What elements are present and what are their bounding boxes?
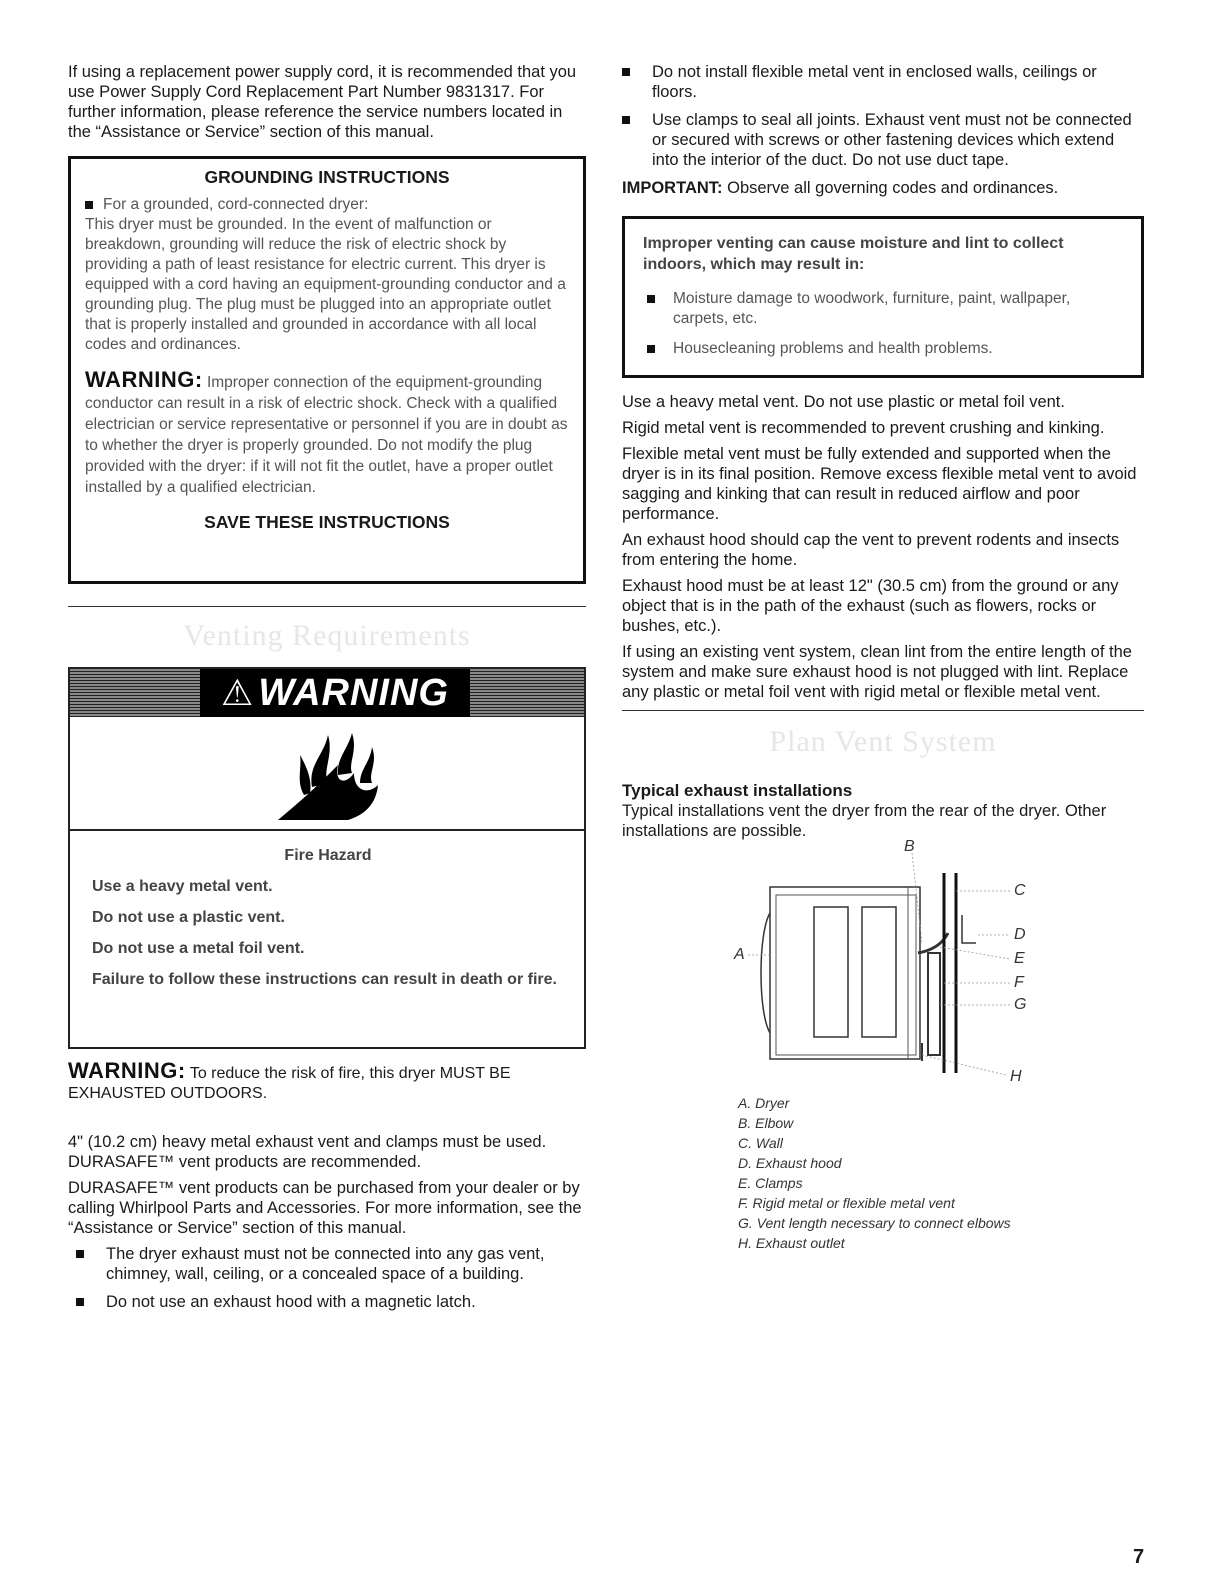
section-divider xyxy=(622,710,1144,711)
legend-item: H. Exhaust outlet xyxy=(738,1235,845,1251)
diagram-label-h: H xyxy=(1010,1068,1022,1085)
legend-item: G. Vent length necessary to connect elbows xyxy=(738,1215,1011,1231)
bullet-square-icon xyxy=(647,295,655,303)
left-column xyxy=(68,62,586,1320)
venting-body xyxy=(68,1132,586,1312)
grounding-title: GROUNDING INSTRUCTIONS xyxy=(204,167,450,187)
save-instructions: SAVE THESE INSTRUCTIONS xyxy=(204,512,450,532)
legend-item: A. Dryer xyxy=(738,1095,790,1111)
bullet-square-icon xyxy=(622,116,630,124)
vent-guidelines xyxy=(622,392,1144,702)
bullet-item: Use clamps to seal all joints. Exhaust vent must not be connected or secured with screws or other fastening devices which extend into the interior of the duct. Do not use duct tape. xyxy=(622,110,1144,170)
caution-item: Housecleaning problems and health problems. xyxy=(643,339,1123,359)
legend-item: F. Rigid metal or flexible metal vent xyxy=(738,1195,955,1211)
grounding-instructions-box xyxy=(68,156,586,584)
section-divider xyxy=(68,606,586,607)
grounding-body: This dryer must be grounded. In the event of malfunction or breakdown, grounding will reduce the risk of electric shock by providing a path of least resistance for electric current. This dryer is equipped with a cord having an equipment-grounding conductor and a grounding plug. The plug must be plugged into an appropriate outlet that is properly installed and grounded in accordance with all local codes and ordinances. xyxy=(85,216,566,353)
legend-item: B. Elbow xyxy=(738,1115,794,1131)
diagram-label-g: G xyxy=(1014,996,1027,1013)
warning-word: WARNING: xyxy=(85,367,203,392)
diagram-label-f: F xyxy=(1014,974,1024,991)
typical-text: Typical installations vent the dryer from the rear of the dryer. Other installations are possible. xyxy=(622,802,1107,840)
legend-item: E. Clamps xyxy=(738,1175,803,1191)
dryer-vent-diagram xyxy=(622,843,1144,1093)
right-column xyxy=(622,62,1144,1253)
warning-banner xyxy=(70,669,584,717)
power-cord-paragraph: If using a replacement power supply cord, it is recommended that you use Power Supply Cord Replacement Part Number 9831317. For further information, please reference the service numbers located in the “Assistance or Service” section of this manual. xyxy=(68,63,577,141)
diagram-label-e: E xyxy=(1014,950,1025,967)
diagram-label-b: B xyxy=(904,838,915,855)
diagram-label-a: A xyxy=(734,946,745,963)
grounding-warning-text: Improper connection of the equipment-grounding conductor can result in a risk of electric shock. Check with a qualified electrician or service representative or personnel if you are in doubt as to whether the dryer is properly grounded. Do not modify the plug provided with the dryer: if it will not fit the outlet, have a proper outlet installed by a qualified electrician. xyxy=(85,374,568,496)
improper-venting-heading: Improper venting can cause moisture and lint to collect indoors, which may result in: xyxy=(643,235,1064,273)
vent-diagram xyxy=(622,838,1144,1093)
body-paragraph: DURASAFE™ vent products can be purchased from your dealer or by calling Whirlpool Parts and Accessories. For more information, see the “Assistance or Service” section of this manual. xyxy=(68,1179,582,1237)
fire-warning-line: Do not use a metal foil vent. xyxy=(92,940,305,957)
diagram-label-c: C xyxy=(1014,882,1026,899)
fire-warning-text xyxy=(70,831,584,990)
warning-banner-label: ⚠ WARNING xyxy=(200,669,470,717)
warning-triangle-icon: ⚠ xyxy=(221,672,255,713)
bullet-square-icon xyxy=(85,201,93,209)
body-paragraph: An exhaust hood should cap the vent to prevent rodents and insects from entering the home. xyxy=(622,531,1120,569)
caution-item: Moisture damage to woodwork, furniture, paint, wallpaper, carpets, etc. xyxy=(643,289,1123,329)
fire-warning-line: Do not use a plastic vent. xyxy=(92,909,285,926)
bullet-square-icon xyxy=(647,345,655,353)
legend-item: D. Exhaust hood xyxy=(738,1155,842,1171)
body-paragraph: Exhaust hood must be at least 12" (30.5 cm) from the ground or any object that is in the path of the exhaust (such as flowers, rocks or bushes, etc.). xyxy=(622,577,1119,635)
legend-item: C. Wall xyxy=(738,1135,783,1151)
page-number: 7 xyxy=(1133,1546,1145,1568)
bullet-item: The dryer exhaust must not be connected into any gas vent, chimney, wall, ceiling, or a concealed space of a building. xyxy=(68,1244,586,1284)
body-paragraph: Rigid metal vent is recommended to prevent crushing and kinking. xyxy=(622,419,1105,437)
diagram-label-d: D xyxy=(1014,926,1026,943)
fire-warning-line: Failure to follow these instructions can result in death or fire. xyxy=(92,971,557,988)
fire-warning-box xyxy=(68,667,586,1049)
body-paragraph: Use a heavy metal vent. Do not use plastic or metal foil vent. xyxy=(622,393,1065,411)
plan-vent-system-title: Plan Vent System xyxy=(769,725,997,758)
important-note: IMPORTANT: Observe all governing codes and ordinances. xyxy=(622,179,1059,197)
flame-icon xyxy=(268,725,398,825)
fire-hazard-label: Fire Hazard xyxy=(284,847,372,864)
venting-requirements-title: Venting Requirements xyxy=(183,619,471,652)
fire-warning-line: Use a heavy metal vent. xyxy=(92,878,273,895)
flame-area xyxy=(70,717,584,831)
grounding-warning xyxy=(85,369,569,498)
body-paragraph: 4" (10.2 cm) heavy metal exhaust vent and clamps must be used. DURASAFE™ vent products are recommended. xyxy=(68,1133,547,1171)
bullet-item: Do not install flexible metal vent in enclosed walls, ceilings or floors. xyxy=(622,62,1144,102)
grounding-bullet: For a grounded, cord-connected dryer: xyxy=(85,195,569,215)
typical-heading: Typical exhaust installations xyxy=(622,781,853,800)
bullet-square-icon xyxy=(622,68,630,76)
improper-venting-box xyxy=(622,216,1144,378)
bullet-square-icon xyxy=(76,1250,84,1258)
bullet-square-icon xyxy=(76,1298,84,1306)
diagram-legend xyxy=(738,1093,1144,1253)
body-paragraph: Flexible metal vent must be fully extended and supported when the dryer is in its final position. Remove excess flexible metal vent to avoid sagging and kinking that can result in reduced airflow and poor performance. xyxy=(622,445,1137,523)
exhaust-outdoors-warning: WARNING: To reduce the risk of fire, this dryer MUST BE EXHAUSTED OUTDOORS. xyxy=(68,1058,511,1102)
body-paragraph: If using an existing vent system, clean lint from the entire length of the system and make sure exhaust hood is not plugged with lint. Replace any plastic or metal foil vent with rigid metal or flexible metal vent. xyxy=(622,643,1132,701)
bullet-item: Do not use an exhaust hood with a magnetic latch. xyxy=(68,1292,586,1312)
